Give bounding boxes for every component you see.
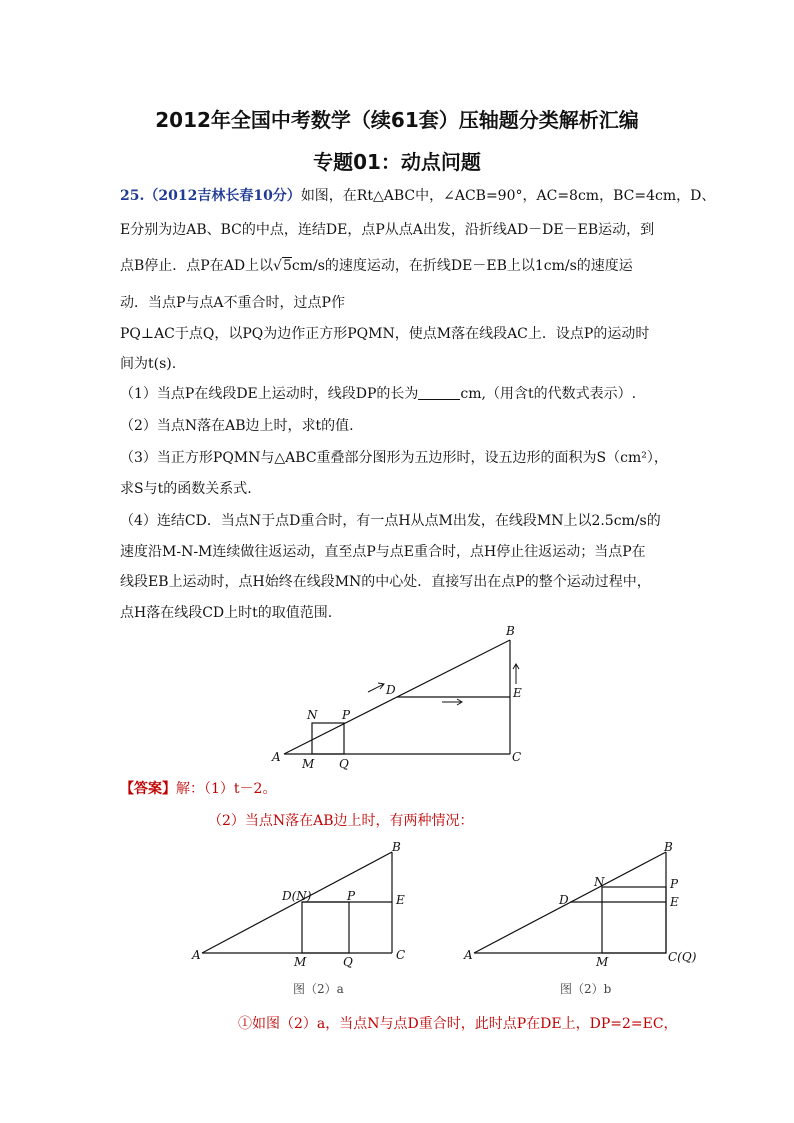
- arrow-along-AD: [368, 683, 384, 692]
- question-1-text-end: cm,（用含t的代数式表示）.: [460, 386, 637, 402]
- label-B: B: [506, 624, 515, 638]
- label-B: B: [664, 840, 673, 854]
- square-PQMN: [302, 902, 349, 953]
- label-CQ: C(Q): [668, 950, 696, 964]
- problem-text: 点B停止．点P在AD上以: [120, 258, 274, 274]
- question-4-line-4: 点H落在线段CD上时t的取值范围.: [120, 605, 333, 621]
- figure-2a: [186, 838, 416, 973]
- square-PQMN: [602, 887, 666, 953]
- label-B: B: [392, 840, 401, 854]
- label-M: M: [294, 955, 307, 969]
- question-1-text: （1）当点P在线段DE上运动时，线段DP的长为: [120, 386, 419, 402]
- label-Q: Q: [343, 955, 353, 969]
- arrow-along-DE: [442, 699, 462, 705]
- page-title: 2012年全国中考数学（续61套）压轴题分类解析汇编: [155, 108, 639, 132]
- label-N: N: [594, 875, 605, 889]
- question-3-line-2: 求S与t的函数关系式.: [120, 481, 252, 497]
- label-E: E: [396, 893, 405, 907]
- answer-line-3: ①如图（2）a，当点N与点D重合时，此时点P在DE上，DP=2=EC，: [238, 1016, 678, 1032]
- question-2: （2）当点N落在AB边上时，求t的值.: [120, 418, 354, 434]
- problem-source: （2012吉林长春10分）: [144, 188, 301, 204]
- problem-line-4: 动．当点P与点A不重合时，过点P作: [120, 295, 345, 311]
- label-C: C: [512, 750, 522, 764]
- answer-blank: [418, 387, 460, 400]
- figure-2b: [456, 838, 696, 973]
- problem-text: cm/s的速度运动，在折线DE－EB上以1cm/s的速度运: [291, 258, 633, 274]
- problem-line-2: E分别为边AB、BC的中点，连结DE，点P从点A出发，沿折线AD－DE－EB运动，到: [120, 222, 655, 238]
- problem-line-3: [120, 255, 633, 275]
- label-P: P: [347, 889, 356, 903]
- label-M: M: [302, 757, 315, 770]
- figure-2a-caption: 图（2）a: [293, 982, 344, 996]
- figure-2b-caption: 图（2）b: [560, 982, 612, 996]
- label-E: E: [513, 686, 522, 700]
- sqrt-radicand: 5: [282, 258, 292, 274]
- label-A: A: [272, 750, 281, 764]
- page-subtitle: 专题01：动点问题: [313, 150, 481, 174]
- question-3-line-1: （3）当正方形PQMN与△ABC重叠部分图形为五边形时，设五边形的面积为S（cm²），: [120, 450, 668, 466]
- sqrt-symbol: √5: [273, 258, 292, 274]
- question-4-line-1: （4）连结CD．当点N于点D重合时，有一点H从点M出发，在线段MN上以2.5cm/s的: [120, 513, 661, 529]
- square-PQMN: [312, 723, 344, 754]
- label-N: N: [307, 708, 318, 722]
- question-4-line-3: 线段EB上运动时，点H始终在线段MN的中心处．直接写出在点P的整个运动过程中，: [120, 574, 651, 590]
- label-Q: Q: [339, 757, 349, 770]
- label-E: E: [670, 895, 679, 909]
- label-P: P: [670, 877, 679, 891]
- label-DN: D(N): [282, 889, 312, 903]
- problem-text: 如图，在Rt△ABC中，∠ACB=90°，AC=8cm，BC=4cm，D、: [300, 188, 716, 204]
- figure-main: [260, 620, 550, 770]
- question-4-line-2: 速度沿M-N-M连续做往返运动，直至点P与点E重合时，点H停止往返运动；当点P在: [120, 544, 646, 560]
- answer-line-1: [120, 778, 276, 798]
- answer-text: 解：（1）t－2。: [176, 781, 277, 797]
- problem-line-1: [120, 185, 715, 205]
- problem-line-6: 间为t(s).: [120, 356, 177, 372]
- arrow-along-EB: [513, 664, 519, 684]
- label-D: D: [386, 683, 396, 697]
- answer-tag: 【答案】: [120, 781, 176, 797]
- label-A: A: [192, 948, 201, 962]
- problem-line-5: PQ⊥AC于点Q，以PQ为边作正方形PQMN，使点M落在线段AC上．设点P的运动时: [120, 326, 650, 342]
- label-M: M: [596, 955, 609, 969]
- problem-number: 25.: [120, 188, 145, 204]
- label-P: P: [342, 708, 351, 722]
- answer-line-2: （2）当点N落在AB边上时，有两种情况：: [208, 813, 474, 829]
- label-C: C: [396, 948, 406, 962]
- question-1: [120, 383, 636, 403]
- label-D: D: [559, 893, 569, 907]
- label-A: A: [464, 948, 473, 962]
